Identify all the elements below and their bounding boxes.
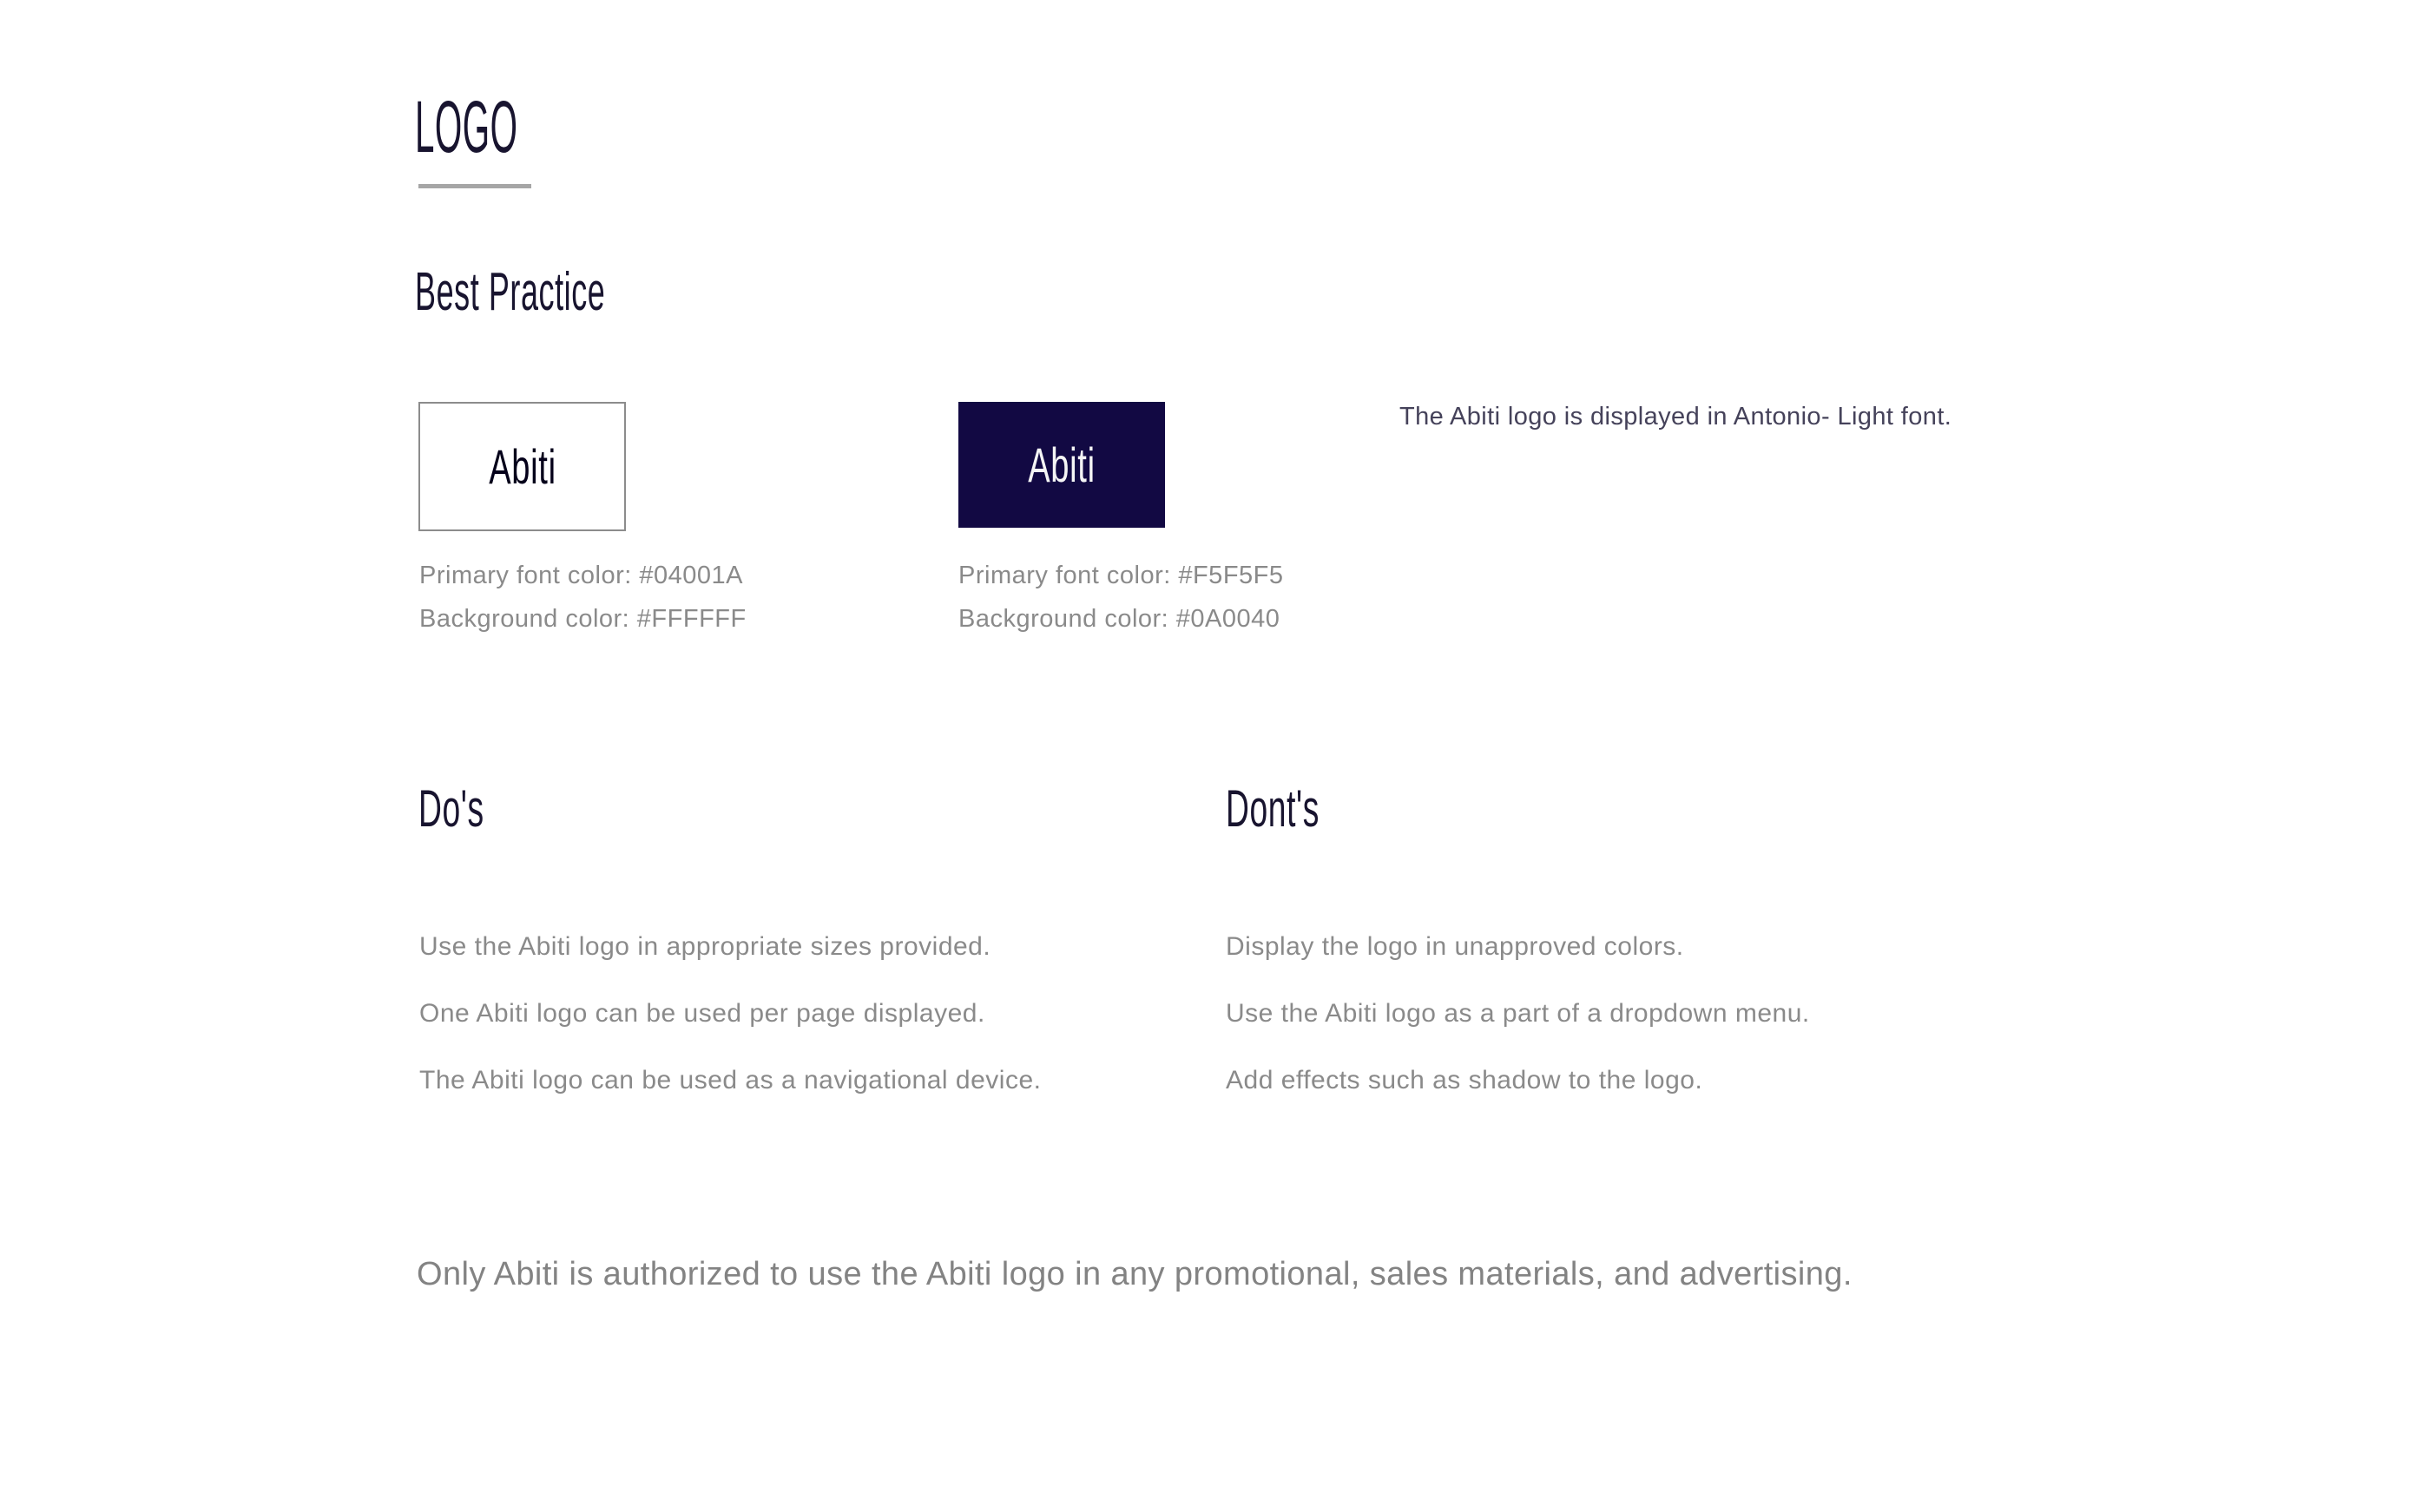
donts-item-2: Use the Abiti logo as a part of a dropdown menu. — [1226, 999, 1810, 1028]
footer-authorization-note: Only Abiti is authorized to use the Abiti logo in any promotional, sales materials, and advertising. — [417, 1256, 1853, 1292]
best-practice-heading-text: Best Practice — [415, 262, 606, 322]
dos-heading-text: Do's — [418, 779, 484, 838]
donts-item-3: Add effects such as shadow to the logo. — [1226, 1066, 1703, 1095]
abiti-logo-dark: Abiti — [1028, 437, 1096, 492]
page-title — [415, 86, 629, 168]
dos-item-3: The Abiti logo can be used as a navigational device. — [419, 1066, 1042, 1095]
abiti-logo-light: Abiti — [488, 438, 556, 494]
dos-item-2: One Abiti logo can be used per page displayed. — [419, 999, 985, 1028]
section-heading-best-practice — [415, 262, 743, 322]
dos-item-1: Use the Abiti logo in appropriate sizes provided. — [419, 932, 991, 961]
section-heading-dos — [418, 779, 524, 838]
logo-sample-dark — [958, 402, 1165, 528]
donts-item-1: Display the logo in unapproved colors. — [1226, 932, 1684, 961]
title-underline — [418, 184, 531, 188]
spec-light-background-color: Background color: #FFFFFF — [419, 605, 747, 633]
donts-heading-text: Dont's — [1226, 779, 1320, 838]
dos-list — [419, 913, 1041, 1114]
section-heading-donts — [1226, 779, 1377, 838]
logo-spec-dark — [958, 554, 1284, 641]
spec-light-primary-font-color: Primary font color: #04001A — [419, 562, 743, 589]
logo-sample-light — [418, 402, 626, 531]
donts-list — [1226, 913, 1810, 1114]
spec-dark-primary-font-color: Primary font color: #F5F5F5 — [958, 562, 1284, 589]
spec-dark-background-color: Background color: #0A0040 — [958, 605, 1280, 633]
logo-spec-light — [419, 554, 747, 641]
page-title-text: LOGO — [415, 86, 518, 168]
font-note: The Abiti logo is displayed in Antonio- Light font. — [1399, 403, 1952, 431]
